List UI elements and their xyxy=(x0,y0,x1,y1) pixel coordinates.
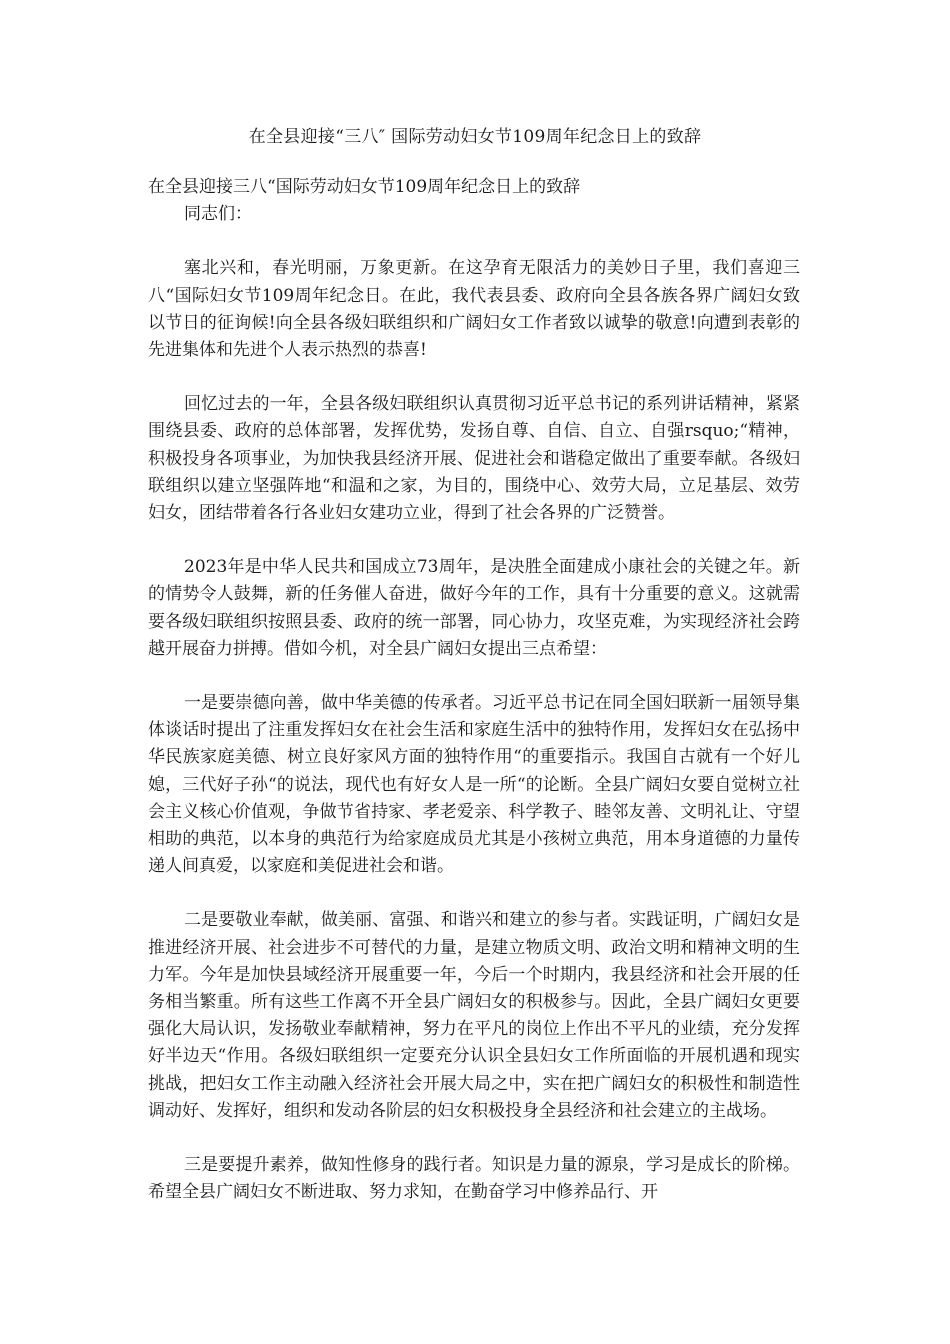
document-subtitle: 在全县迎接三八“国际劳动妇女节109周年纪念日上的致辞 xyxy=(148,177,581,197)
document-title: 在全县迎接“三八″ 国际劳动妇女节109周年纪念日上的致辞 xyxy=(248,127,702,147)
paragraph-6: 三是要提升素养，做知性修身的践行者。知识是力量的源泉，学习是成长的阶梯。希望全县广阔妇女不断进取、努力求知，在勤奋学习中修养品行、开 xyxy=(148,1155,800,1203)
paragraph-5: 二是要敬业奉献，做美丽、富强、和谐兴和建立的参与者。实践证明，广阔妇女是推进经济开展、社会进步不可替代的力量，是建立物质文明、政治文明和精神文明的生力军。今年是加快县域经济开展重要一年，今后一个时期内，我县经济和社会开展的任务相当繁重。所有这些工作离不开全县广阔妇女的积极参与。因此，全县广阔妇女更要强化大局认识，发扬敬业奉献精神，努力在平凡的岗位上作出不平凡的业绩，充分发挥好半边天“作用。各级妇联组织一定要充分认识全县妇女工作所面临的开展机遇和现实挑战，把妇女工作主动融入经济社会开展大局之中，实在把广阔妇女的积极性和制造性调动好、发挥好，组织和发动各阶层的妇女积极投身全县经济和社会建立的主战场。 xyxy=(148,910,800,1121)
greeting: 同志们： xyxy=(184,204,252,225)
document-body xyxy=(148,174,800,1234)
paragraph-3: 2023年是中华人民共和国成立73周年，是决胜全面建成小康社会的关键之年。新的情势令人鼓舞，新的任务催人奋进，做好今年的工作，具有十分重要的意义。这就需要各级妇联组织按照县委、政府的统一部署，同心协力，攻坚克难，为实现经济社会跨越开展奋力拼搏。借如今机，对全县广阔妇女提出三点希望： xyxy=(148,557,800,659)
paragraph-4: 一是要崇德向善，做中华美德的传承者。习近平总书记在同全国妇联新一届领导集体谈话时提出了注重发挥妇女在社会生活和家庭生活中的独特作用，发挥妇女在弘扬中华民族家庭美德、树立良好家风方面的独特作用“的重要指示。我国自古就有一个好儿媳，三代好子孙“的说法，现代也有好女人是一所“的论断。全县广阔妇女要自觉树立社会主义核心价值观，争做节省持家、孝老爱亲、科学教子、睦邻友善、文明礼让、守望相助的典范，以本身的典范行为给家庭成员尤其是小孩树立典范，用本身道德的力量传递人间真爱，以家庭和美促进社会和谐。 xyxy=(148,693,800,877)
paragraph-1: 塞北兴和，春光明丽，万象更新。在这孕育无限活力的美妙日子里，我们喜迎三八“国际妇女节109周年纪念日。在此，我代表县委、政府向全县各族各界广阔妇女致以节日的征询候!向全县各级妇联组织和广阔妇女工作者致以诚挚的敬意!向遭到表彰的先进集体和先进个人表示热烈的恭喜! xyxy=(148,258,800,361)
paragraph-2: 回忆过去的一年，全县各级妇联组织认真贯彻习近平总书记的系列讲话精神，紧紧围绕县委、政府的总体部署，发挥优势，发扬自尊、自信、自立、自强rsquo;“精神，积极投身各项事业，为加快我县经济开展、促进社会和谐稳定做出了重要奉献。各级妇联组织以建立坚强阵地“和温和之家，为目的，围绕中心、效劳大局，立足基层、效劳妇女，团结带着各行各业妇女建功立业，得到了社会各界的广泛赞誉。 xyxy=(148,394,800,524)
